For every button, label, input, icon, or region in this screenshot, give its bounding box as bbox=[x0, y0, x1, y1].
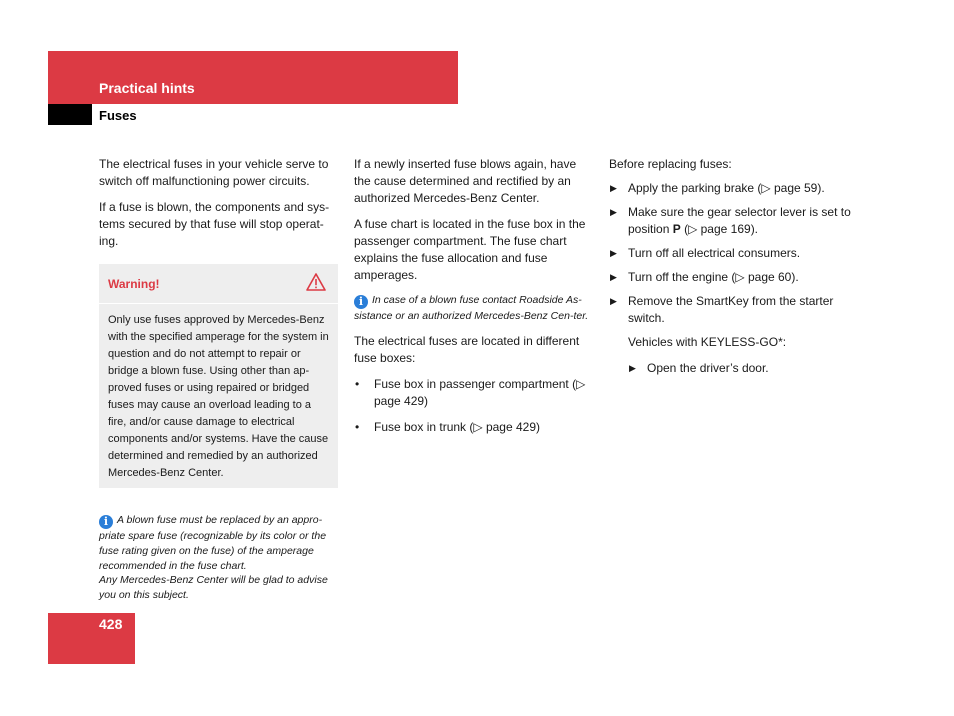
list-item bbox=[354, 376, 594, 410]
paragraph: The electrical fuses in your vehicle serve to switch off malfunctioning power circuits. bbox=[99, 157, 329, 188]
step-item bbox=[609, 293, 854, 327]
arrow-icon: ▶ bbox=[610, 248, 617, 258]
bullet: • bbox=[355, 419, 360, 434]
step-text: Turn off all electrical consumers. bbox=[628, 246, 801, 260]
paragraph: Before replacing fuses: bbox=[609, 157, 732, 171]
column-2 bbox=[354, 156, 594, 445]
page-number: 428 bbox=[99, 616, 123, 632]
paragraph: A fuse chart is located in the fuse box in the passenger compartment. The fuse chart explains the fuse allocation and fuse amperages. bbox=[354, 217, 586, 282]
arrow-icon: ▶ bbox=[610, 272, 617, 282]
warning-title: Warning! bbox=[108, 277, 160, 291]
paragraph: If a newly inserted fuse blows again, have the cause determined and rectified by an authorized Mercedes-Benz Center. bbox=[354, 157, 577, 205]
keyless-go-label: Vehicles with KEYLESS-GO*: bbox=[628, 335, 787, 349]
arrow-icon: ▶ bbox=[610, 183, 617, 193]
arrow-icon: ▶ bbox=[610, 207, 617, 217]
column-3 bbox=[609, 156, 854, 377]
step-item bbox=[609, 269, 854, 286]
paragraph: The electrical fuses are located in different fuse boxes: bbox=[354, 333, 580, 365]
warning-triangle-icon bbox=[306, 272, 326, 292]
list-item-text: Fuse box in trunk (▷ page 429) bbox=[374, 419, 540, 434]
step-item bbox=[628, 360, 854, 377]
step-list bbox=[609, 180, 854, 327]
warning-header bbox=[99, 264, 338, 304]
info-note bbox=[354, 293, 594, 324]
step-item bbox=[609, 180, 854, 197]
column-1 bbox=[99, 156, 339, 603]
sub-step-list bbox=[609, 360, 854, 377]
note-text: Any Mercedes-Benz Center will be glad to advise you on this subject. bbox=[99, 574, 328, 602]
gear-position: P bbox=[672, 222, 681, 236]
arrow-icon: ▶ bbox=[610, 296, 617, 306]
info-note bbox=[99, 513, 339, 603]
step-text: Make sure the gear selector lever is set to position bbox=[628, 205, 851, 236]
subsection-title: Fuses bbox=[99, 108, 137, 123]
step-item bbox=[609, 245, 854, 262]
info-icon: i bbox=[99, 515, 113, 529]
note-text: In case of a blown fuse contact Roadside As-sistance or an authorized Mercedes-Benz Cen-ter. bbox=[354, 294, 589, 322]
list-item bbox=[354, 419, 594, 436]
section-title: Practical hints bbox=[99, 80, 195, 96]
step-text: Open the driver’s door. bbox=[647, 361, 769, 375]
list-item-text: Fuse box in passenger compartment (▷ page 429) bbox=[374, 376, 586, 408]
fuse-box-list bbox=[354, 376, 594, 436]
paragraph: If a fuse is blown, the components and sys-tems secured by that fuse will stop operat-ing. bbox=[99, 200, 330, 248]
arrow-icon: ▶ bbox=[629, 363, 636, 373]
step-text: Turn off the engine (▷ page 60). bbox=[628, 270, 799, 284]
step-text: Apply the parking brake (▷ page 59). bbox=[628, 181, 825, 195]
info-icon: i bbox=[354, 295, 368, 309]
subsection-marker bbox=[48, 104, 92, 125]
header-band bbox=[48, 51, 458, 104]
bullet: • bbox=[355, 376, 360, 391]
warning-body: Only use fuses approved by Mercedes-Benz with the specified amperage for the system in question and do not attempt to repair or bridge a blown fuse. Using other than ap-proved fuses or using repaired or bridged fuses may cause an overload leading to a fire, and/or cause damage to electrical components and/or systems. Have the cause determined and remedied by an authorized Mercedes-Benz Center. bbox=[108, 314, 329, 479]
step-text: (▷ page 169). bbox=[684, 222, 759, 236]
step-item bbox=[609, 204, 854, 238]
warning-box bbox=[99, 264, 338, 488]
step-text: Remove the SmartKey from the starter switch. bbox=[628, 294, 834, 325]
note-text: A blown fuse must be replaced by an appro-priate spare fuse (recognizable by its color or the fuse rating given on the fuse) of the amperage recommended in the fuse chart. bbox=[99, 514, 327, 572]
